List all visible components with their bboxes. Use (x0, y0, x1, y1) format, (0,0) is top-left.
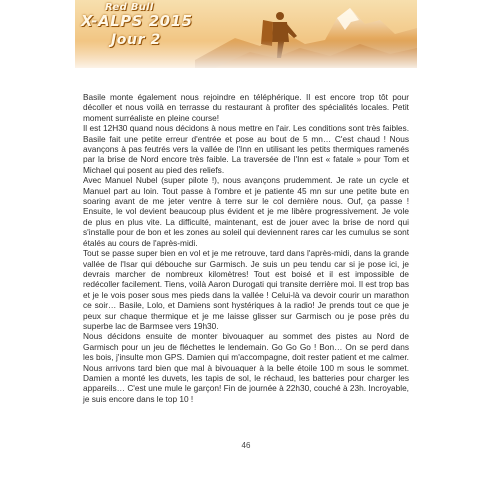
paragraph: Basile monte également nous rejoindre en téléphérique. Il est encore trop tôt pour décoller et nous voilà en terrasse du restaurant à profiter des spécialités locales. Petit moment surréaliste en pleine course! (83, 92, 409, 123)
header-banner (75, 0, 417, 68)
body-text (83, 92, 409, 404)
paragraph: Nous décidons ensuite de monter bivouaquer au sommet des pistes au Nord de Garmisch pour un jeu de fléchettes le lendemain. Go Go Go ! Bon… On se perd dans les bois, j'insulte mon GPS. Damien qui m'accompagne, doit rester patient et me calmer. Nous arrivons tard bien que mal à bivouaquer à la belle étoile 100 m sous le sommet. Damien a monté les duvets, les tapis de sol, le réchaud, les batteries pour charger les appareils… C'est une mule le garçon! Fin de journée à 22h30, couché à 23h. Incroyable, je suis encore dans le top 10 ! (83, 331, 409, 404)
paragraph: Tout se passe super bien en vol et je me retrouve, tard dans l'après-midi, dans la grande vallée de l'Isar qui débouche sur Garmisch. Je suis un peu tendu car si je pose ici, je devrais marcher de nombreux kilomètres! Tout est boisé et il est impossible de redécoller facilement. Tiens, voilà Aaron Durogati qui transite derrière moi. Il est trop bas et je le vois poser sous mes pieds dans la vallée ! Celui-là va devoir courir un marathon ce soir… Basile, Lolo, et Damiens sont hystériques à la radio! Je prends tout ce que je peux sur chaque thermique et je me laisse glisser sur Garmisch ou je pose près du superbe lac de Barmsee vers 19h30. (83, 248, 409, 331)
book-page (75, 0, 417, 492)
chapter-day-label: Jour 2 (111, 32, 161, 48)
page-number: 46 (241, 441, 251, 450)
paragraph: Avec Manuel Nubel (super pilote !), nous avançons prudemment. Je rate un cycle et Manuel part au loin. Tout passe à l'ombre et je patiente 45 mn sur une petite bute en soaring avant de me jeter ventre à terre sur le col dernière nous. Ouf, ça passe ! Ensuite, le vol devient beaucoup plus évident et je me libère progressivement. Je vole de plus en plus vite. La difficulté, maintenant, est de jouer avec la brise de nord qui s'installe pour de bon et les zones au soleil qui deviennent rares car les cumulus se sont étalés au cours de l'après-midi. (83, 175, 409, 248)
logo-event-title: X-ALPS 2015 (81, 12, 193, 30)
paragraph: Il est 12H30 quand nous décidons à nous mettre en l'air. Les conditions sont très faibles. Basile fait une petite erreur d'entrée et pose au bout de 5 mn… C'est chaud ! Nous avançons à pas feutrés vers la vallée de l'Inn en utilisant les petits thermiques ramenés par la brise de Nord encore très faible. La traversée de l'Inn est « fatale » pour Tom et Michael qui posent au pied des reliefs. (83, 123, 409, 175)
logo-brand-text: Red Bull (105, 2, 154, 13)
